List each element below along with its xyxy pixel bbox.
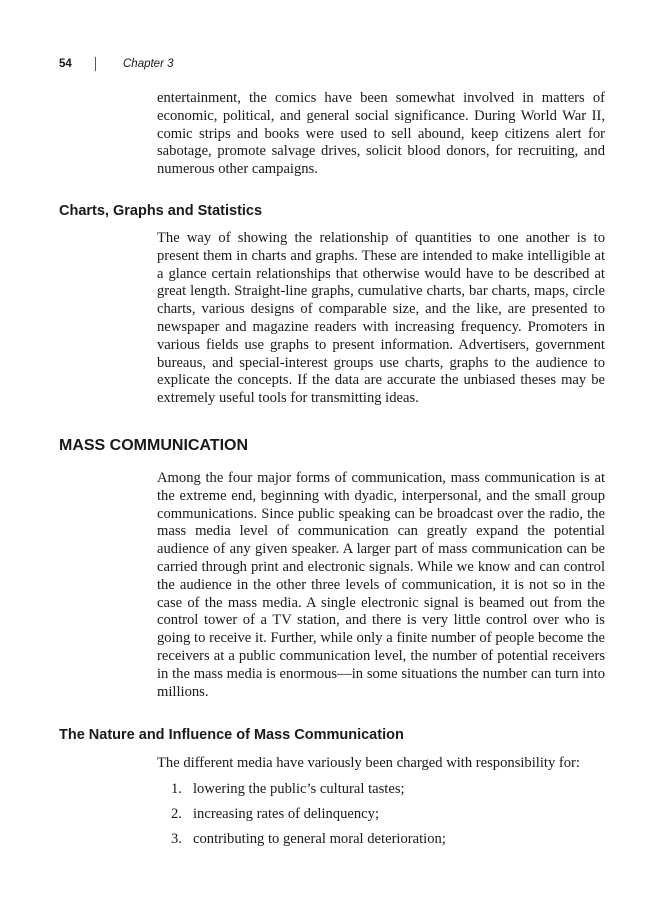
list-item-number: 3. bbox=[171, 831, 182, 847]
list-item-text: contributing to general moral deterioration; bbox=[193, 831, 446, 847]
paragraph-comics: entertainment, the comics have been somewhat involved in matters of economic, political, and general social significance. During World War II, comic strips and books were used to sell abound, keep citizens alert for sabotage, promote salvage drives, solicit blood donors, for recruiting, and numerous other campaigns. bbox=[157, 90, 605, 178]
heading-nature-influence: The Nature and Influence of Mass Communication bbox=[59, 727, 404, 743]
list-item bbox=[171, 781, 405, 798]
list-item-text: increasing rates of delinquency; bbox=[193, 806, 379, 822]
list-item bbox=[171, 806, 379, 823]
list-item-text: lowering the public’s cultural tastes; bbox=[193, 781, 405, 797]
list-item bbox=[171, 831, 446, 848]
list-item-number: 2. bbox=[171, 806, 182, 822]
header-divider bbox=[95, 57, 96, 71]
list-item-number: 1. bbox=[171, 781, 182, 797]
chapter-label: Chapter 3 bbox=[123, 58, 174, 70]
heading-charts-graphs-statistics: Charts, Graphs and Statistics bbox=[59, 203, 263, 219]
heading-mass-communication: MASS COMMUNICATION bbox=[59, 437, 249, 454]
paragraph-mass-communication: Among the four major forms of communication, mass communication is at the extreme end, beginning with dyadic, interpersonal, and the small group communications. Since public speaking can be broadcast over the radio, the mass media level of communication can greatly expand the potential audience of any given speaker. A larger part of mass communication can be carried through print and electronic signals. While we know and can control the audience in the other three levels of communication, it is not so in the case of the mass media. A single electronic signal is beamed out from the control tower of a TV station, and there is very little control over who is going to receive it. Further, while only a finite number of people become the receivers at a public communication level, the number of potential receivers in the mass media is enormous—in some situations the number can turn into millions. bbox=[157, 470, 605, 700]
page-number: 54 bbox=[59, 58, 72, 70]
paragraph-media-charges: The different media have variously been charged with responsibility for: bbox=[157, 755, 580, 771]
paragraph-charts: The way of showing the relationship of quantities to one another is to present them in charts and graphs. These are intended to make intelligible at a glance certain relationships that otherwise would have to be described at great length. Straight-line graphs, cumulative charts, bar charts, maps, circle charts, various designs of comparable size, and the like, are presented to newspaper and magazine readers with increasing frequency. Promoters in various fields use graphs to present information. Advertisers, government bureaus, and special-interest groups use charts, graphs to the audience to explicate the concepts. If the data are accurate the unbiased theses may be extremely useful tools for transmitting ideas. bbox=[157, 230, 605, 407]
